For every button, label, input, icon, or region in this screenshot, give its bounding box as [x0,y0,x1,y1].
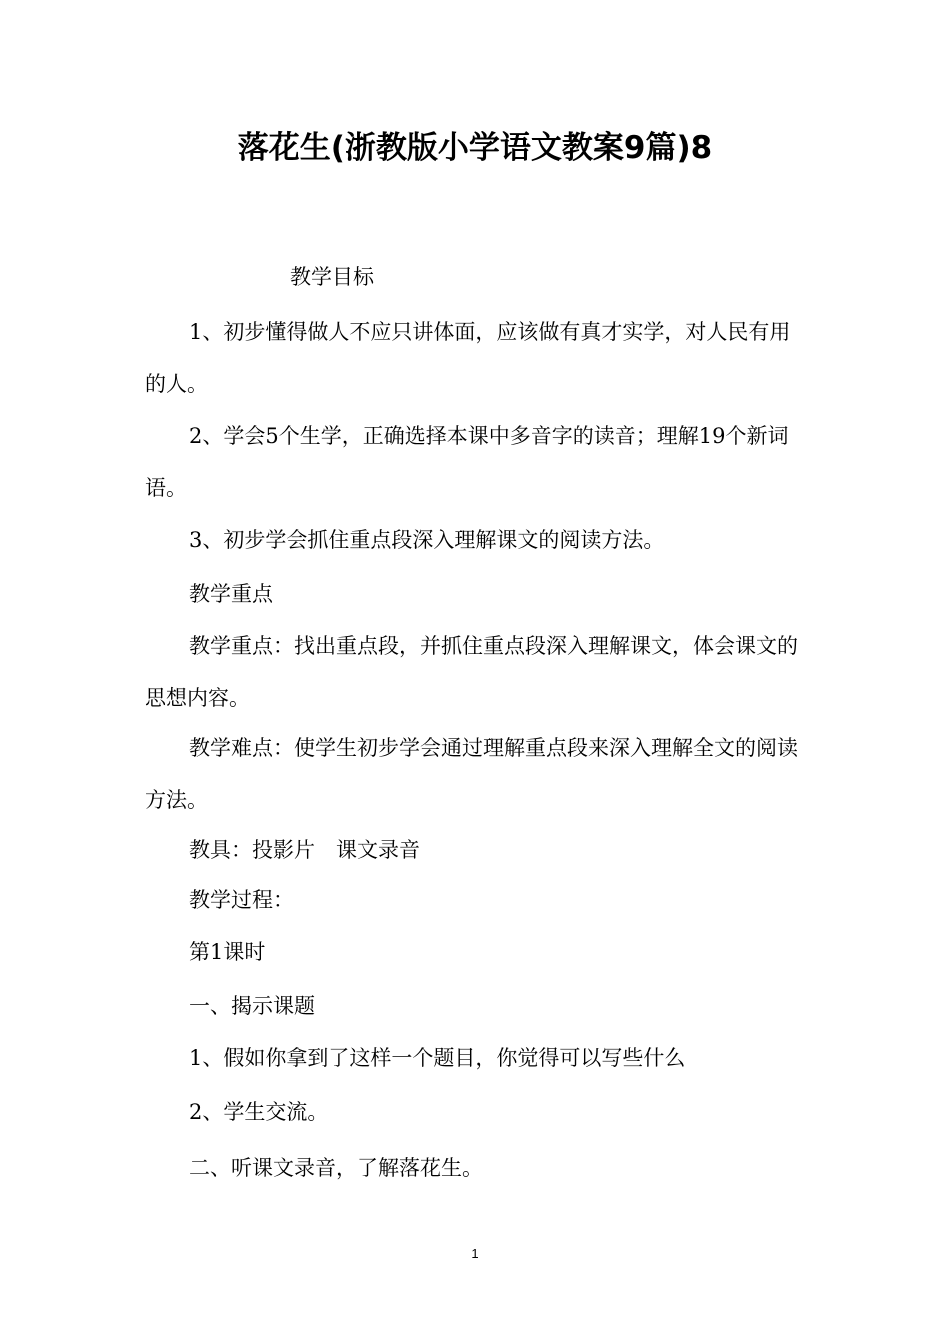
section-heading: 教学重点 [189,582,273,606]
paragraph: 一、揭示课题 [189,994,315,1018]
paragraph: 3、初步学会抓住重点段深入理解课文的阅读方法。 [189,528,665,552]
page-number: 1 [471,1246,479,1261]
paragraph: 教具：投影片 课文录音 [189,838,420,862]
paragraph: 2、学会5个生学，正确选择本课中多音字的读音；理解19个新词语。 [145,424,789,500]
paragraph: 1、假如你拿到了这样一个题目，你觉得可以写些什么 [189,1046,686,1070]
subheading-teaching-goals: 教学目标 [290,265,374,289]
paragraph: 教学过程： [189,888,294,912]
paragraph: 二、听课文录音，了解落花生。 [189,1156,483,1180]
document-title: 落花生(浙教版小学语文教案9篇)8 [237,130,713,166]
paragraph: 1、初步懂得做人不应只讲体面，应该做有真才实学，对人民有用的人。 [145,320,791,396]
paragraph: 教学重点：找出重点段，并抓住重点段深入理解课文，体会课文的思想内容。 [145,634,798,710]
paragraph: 教学难点：使学生初步学会通过理解重点段来深入理解全文的阅读方法。 [145,736,798,812]
paragraph: 第1课时 [189,940,266,964]
paragraph: 2、学生交流。 [189,1100,329,1124]
